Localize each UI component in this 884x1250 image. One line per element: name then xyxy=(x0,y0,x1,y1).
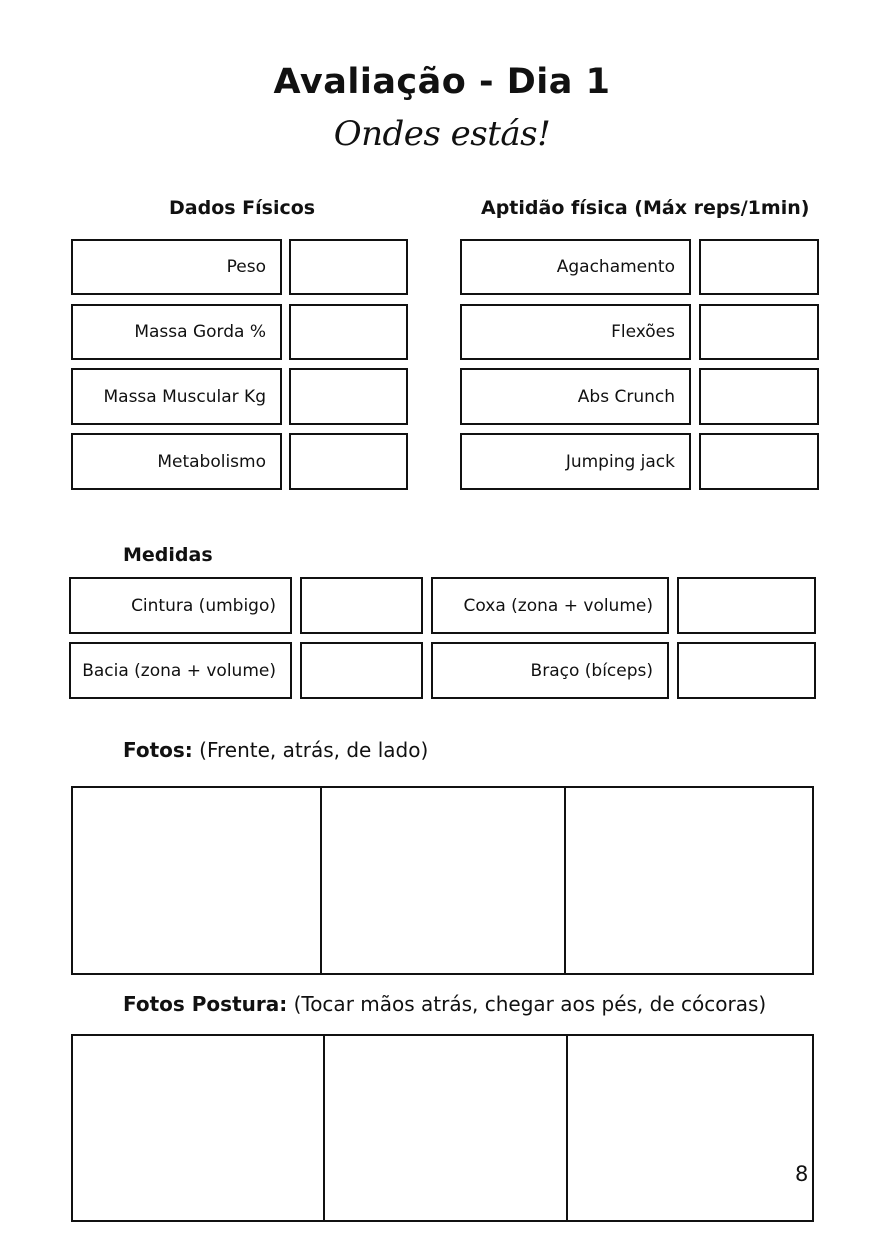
jumping-jack-field[interactable] xyxy=(699,433,819,490)
massa-muscular-label: Massa Muscular Kg xyxy=(71,368,282,425)
jumping-jack-label: Jumping jack xyxy=(460,433,691,490)
aptidao-heading: Aptidão física (Máx reps/1min) xyxy=(481,197,810,219)
foto-cocoras-slot[interactable] xyxy=(568,1036,812,1220)
foto-frente-slot[interactable] xyxy=(73,788,322,973)
dados-fisicos-heading: Dados Físicos xyxy=(169,197,316,219)
massa-muscular-field[interactable] xyxy=(289,368,408,425)
peso-field[interactable] xyxy=(289,239,408,295)
agachamento-field[interactable] xyxy=(699,239,819,295)
peso-label: Peso xyxy=(71,239,282,295)
fotos-postura-caption xyxy=(123,992,766,1016)
fotos-postura-note: (Tocar mãos atrás, chegar aos pés, de cócoras) xyxy=(293,992,767,1016)
agachamento-label: Agachamento xyxy=(460,239,691,295)
cintura-label: Cintura (umbigo) xyxy=(69,577,292,634)
foto-atras-slot[interactable] xyxy=(322,788,566,973)
fotos-caption xyxy=(123,738,428,762)
foto-pes-slot[interactable] xyxy=(325,1036,568,1220)
fotos-postura-label: Fotos Postura: xyxy=(123,992,288,1016)
foto-maos-atras-slot[interactable] xyxy=(73,1036,325,1220)
metabolismo-field[interactable] xyxy=(289,433,408,490)
medidas-heading: Medidas xyxy=(123,544,213,566)
massa-gorda-label: Massa Gorda % xyxy=(71,304,282,360)
braco-field[interactable] xyxy=(677,642,816,699)
cintura-field[interactable] xyxy=(300,577,423,634)
fotos-postura-grid xyxy=(71,1034,814,1222)
page-subtitle: Ondes estás! xyxy=(333,114,551,154)
coxa-field[interactable] xyxy=(677,577,816,634)
braco-label: Braço (bíceps) xyxy=(431,642,669,699)
flexoes-field[interactable] xyxy=(699,304,819,360)
flexoes-label: Flexões xyxy=(460,304,691,360)
bacia-field[interactable] xyxy=(300,642,423,699)
bacia-label: Bacia (zona + volume) xyxy=(69,642,292,699)
coxa-label: Coxa (zona + volume) xyxy=(431,577,669,634)
abs-crunch-label: Abs Crunch xyxy=(460,368,691,425)
fotos-note: (Frente, atrás, de lado) xyxy=(199,738,429,762)
page-number: 8 xyxy=(795,1162,809,1186)
metabolismo-label: Metabolismo xyxy=(71,433,282,490)
fotos-grid xyxy=(71,786,814,975)
page-title: Avaliação - Dia 1 xyxy=(273,62,611,102)
abs-crunch-field[interactable] xyxy=(699,368,819,425)
fotos-label: Fotos: xyxy=(123,738,193,762)
foto-lado-slot[interactable] xyxy=(566,788,812,973)
massa-gorda-field[interactable] xyxy=(289,304,408,360)
